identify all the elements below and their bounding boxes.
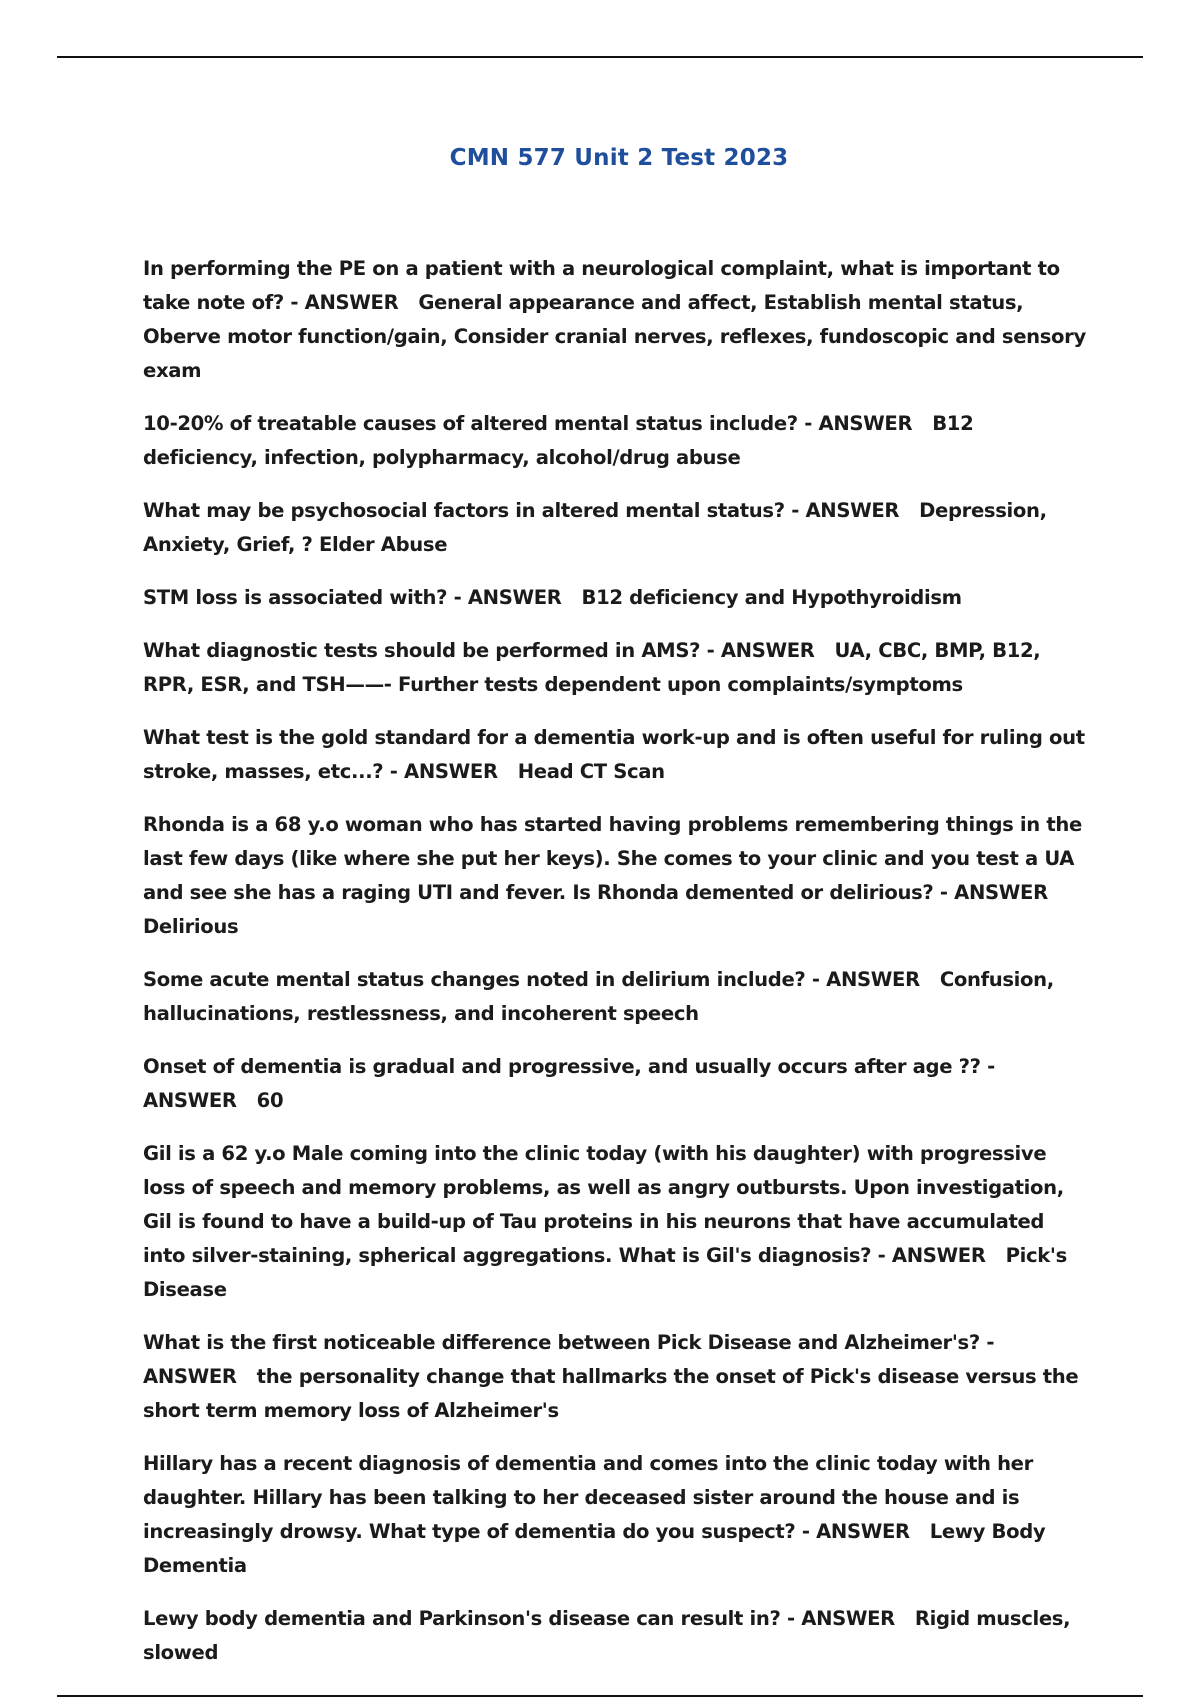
question-text: Onset of dementia is gradual and progressive, and usually occurs after age ?? — [143, 1055, 981, 1078]
answer-text: Depression, Anxiety, Grief, ? Elder Abuse — [143, 499, 1047, 556]
qa-item — [143, 1137, 1088, 1307]
answer-marker: - ANSWER — [804, 412, 913, 435]
qa-item — [143, 494, 1088, 562]
answer-text: the personality change that hallmarks the onset of Pick's disease versus the short term memory loss of Alzheimer's — [143, 1365, 1079, 1422]
qa-item — [143, 808, 1088, 944]
question-text: 10-20% of treatable causes of altered mental status include? — [143, 412, 798, 435]
qa-item — [143, 963, 1088, 1031]
answer-text: Lewy Body Dementia — [143, 1520, 1046, 1577]
page-title: CMN 577 Unit 2 Test 2023 — [449, 145, 789, 171]
question-text: STM loss is associated with? — [143, 586, 448, 609]
question-text: What may be psychosocial factors in altered mental status? — [143, 499, 785, 522]
qa-item — [143, 721, 1088, 789]
answer-text: Head CT Scan — [517, 760, 665, 783]
top-rule — [57, 56, 1143, 58]
answer-text: Delirious — [143, 915, 239, 938]
question-text: What test is the gold standard for a dementia work-up and is often useful for ruling out stroke, masses, etc...? — [143, 726, 1085, 783]
answer-marker: - ANSWER — [939, 881, 1048, 904]
answer-text: 60 — [256, 1089, 284, 1112]
qa-list — [143, 252, 1088, 1689]
answer-marker: - ANSWER — [453, 586, 562, 609]
answer-text: General appearance and affect, Establish mental status, Oberve motor function/gain, Consider cranial nerves, reflexes, fundoscopic and sensory exam — [143, 291, 1086, 382]
bottom-rule — [57, 1695, 1143, 1697]
question-text: What diagnostic tests should be performed in AMS? — [143, 639, 701, 662]
answer-text: B12 deficiency and Hypothyroidism — [581, 586, 962, 609]
qa-item — [143, 1050, 1088, 1118]
qa-item — [143, 581, 1088, 615]
question-text: What is the first noticeable difference between Pick Disease and Alzheimer's? — [143, 1331, 980, 1354]
answer-marker: - ANSWER — [787, 1607, 895, 1630]
qa-item — [143, 1602, 1088, 1670]
question-text: In performing the PE on a patient with a neurological complaint, what is important to take note of? — [143, 257, 1060, 314]
qa-item — [143, 252, 1088, 388]
answer-marker: - ANSWER — [811, 968, 920, 991]
answer-text: Pick's Disease — [143, 1244, 1067, 1301]
answer-marker: - ANSWER — [143, 1055, 995, 1112]
qa-item — [143, 1447, 1088, 1583]
answer-marker: - ANSWER — [801, 1520, 910, 1543]
question-text: Some acute mental status changes noted in delirium include? — [143, 968, 806, 991]
answer-text: UA, CBC, BMP, B12, RPR, ESR, and TSH——- Further tests dependent upon complaints/symptoms — [143, 639, 1041, 696]
question-text: Lewy body dementia and Parkinson's disease can result in? — [143, 1607, 781, 1630]
answer-marker: - ANSWER — [877, 1244, 986, 1267]
answer-marker: - ANSWER — [143, 1331, 995, 1388]
answer-text: Confusion, hallucinations, restlessness, and incoherent speech — [143, 968, 1054, 1025]
qa-item — [143, 634, 1088, 702]
question-text: Rhonda is a 68 y.o woman who has started having problems remembering things in the last few days (like where she put her keys). She comes to your clinic and you test a UA and see she has a raging UTI and fever. Is Rhonda demented or delirious? — [143, 813, 1082, 904]
answer-marker: - ANSWER — [706, 639, 815, 662]
answer-marker: - ANSWER — [290, 291, 399, 314]
question-text: Hillary has a recent diagnosis of dementia and comes into the clinic today with her daughter. Hillary has been talking to her deceased sister around the house and is increasingly drowsy. What type of dementia do you suspect? — [143, 1452, 1033, 1543]
answer-text: Rigid muscles, slowed — [143, 1607, 1071, 1664]
question-text: Gil is a 62 y.o Male coming into the clinic today (with his daughter) with progressive loss of speech and memory problems, as well as angry outbursts. Upon investigation, Gil is found to have a build-up of Tau proteins in his neurons that have accumulated into silver-staining, spherical aggregations. What is Gil's diagnosis? — [143, 1142, 1064, 1267]
qa-item — [143, 407, 1088, 475]
answer-text: B12 deficiency, infection, polypharmacy, alcohol/drug abuse — [143, 412, 974, 469]
answer-marker: - ANSWER — [389, 760, 498, 783]
answer-marker: - ANSWER — [791, 499, 900, 522]
qa-item — [143, 1326, 1088, 1428]
